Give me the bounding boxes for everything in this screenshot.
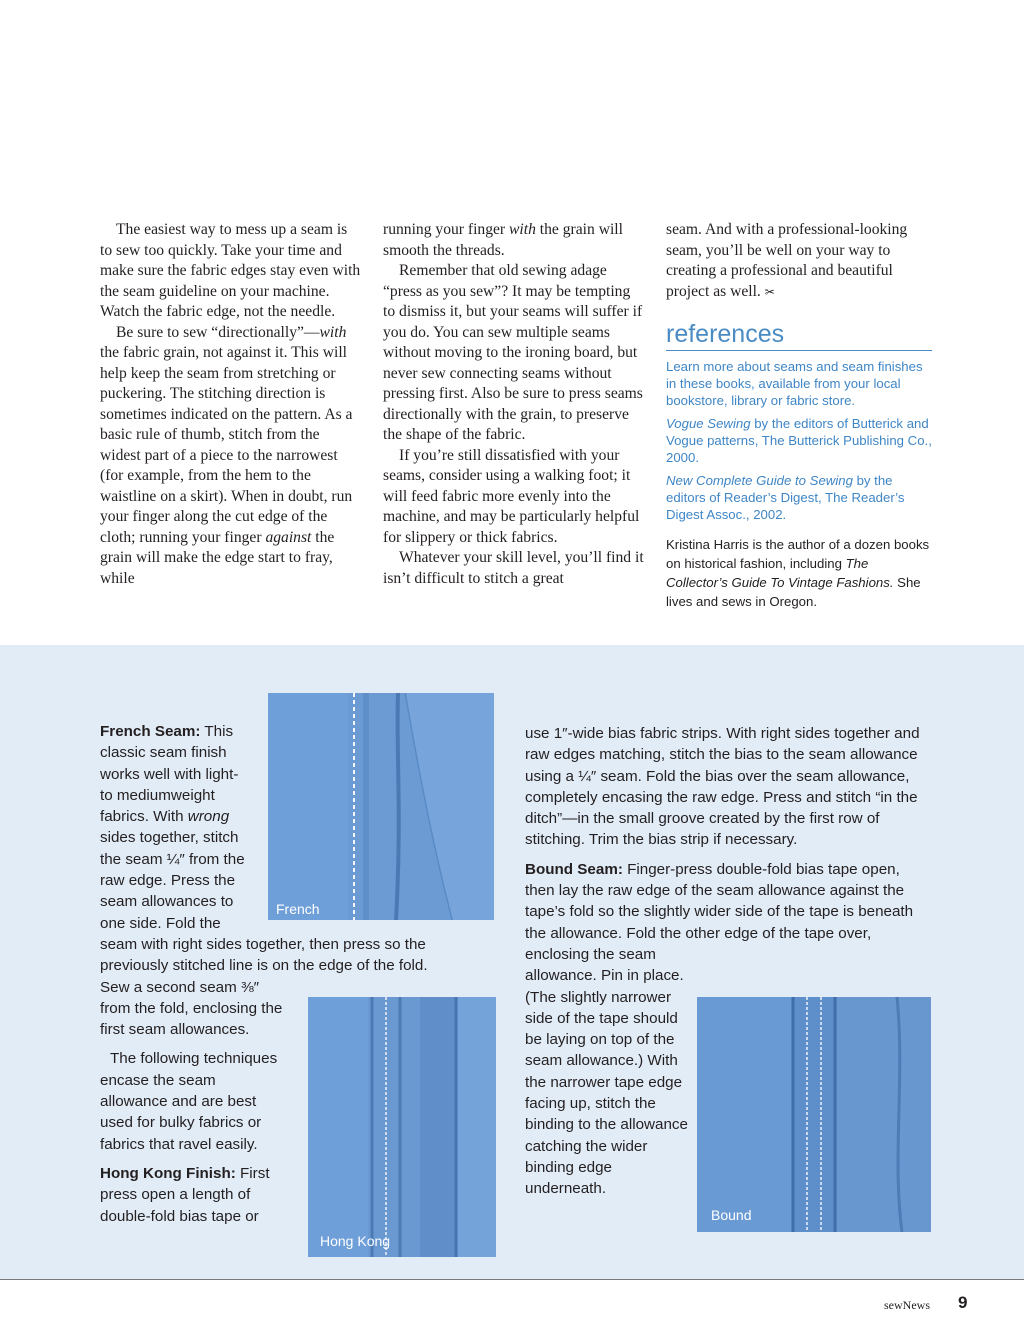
sidebar-text-left-lines <box>100 721 460 1247</box>
text-run: First press open a length of double-fold bias tape or <box>100 1164 270 1225</box>
text-run: Kristina Harris is the author of a dozen books on historical fashion, including <box>666 537 930 571</box>
photo-caption: Hong Kong <box>320 1233 391 1249</box>
article-paragraph: Remember that old sewing adage “press as you sew”? It may be tempting to dismiss it, but your seams will suffer if you do. You can sew multiple seams without moving to the ironing board, but never sew connecting seams without pressing first. Also be sure to press seams directionally with the grain, to preserve the shape of the fabric. <box>383 262 643 443</box>
emphasis: against <box>265 528 312 546</box>
book-title: New Complete Guide to Sewing <box>666 473 853 488</box>
emphasis: wrong <box>187 808 230 826</box>
article-column-1 <box>100 220 362 589</box>
hong-kong-continued: use 1″-wide bias fabric strips. With right sides together and raw edges matching, stitch the bias to the seam allowance using a ¼″ seam. Fold the bias over the seam allowance, completely encasing the raw edge. Press and stitch “in the ditch”—in the small groove created by the first row of stitching. Trim the bias strip if necessary. <box>525 725 920 849</box>
text-run: Finger-press double-fold bias tape open, then lay the raw edge of the seam allowance against the tape’s fold so the slightly wider side of the tape is beneath the allowance. Fold the other edge of the tape over, enclosing the <box>525 860 914 963</box>
photo-caption: French <box>276 901 320 917</box>
text-run: the fabric grain, not against it. This will help keep the seam from stretching or puckering. The stitching direction is sometimes indicated on the pattern. As a basic rule of thumb, stitch from the widest part of a piece to the narrowest (for example, from the hem to the waistline on a skirt). When in doubt, run your finger along the cut edge of the cloth; running your finger <box>100 344 353 546</box>
references-intro: Learn more about seams and seam finishes in these books, available from your local bookstore, library or fabric store. <box>666 359 923 408</box>
french-seam-heading: French Seam: <box>100 723 201 740</box>
magazine-brand: sewNews <box>884 1298 930 1312</box>
text-run: the grain will make the edge start to fray, while <box>100 528 335 587</box>
emphasis: with <box>509 221 536 238</box>
photo-spacer <box>248 721 460 923</box>
text-run: Sew a second seam ⅜″ from the fold, enclosing the first seam allowances. <box>100 978 283 1039</box>
article-column-3 <box>666 220 932 611</box>
page-number: 9 <box>958 1293 968 1312</box>
bound-seam-paragraph <box>525 859 925 1200</box>
article-paragraph: If you’re still dissatisfied with your seams, consider using a walking foot; it will feed fabric more evenly into the machine, and may be particularly helpful for slippery or thick fabrics. <box>383 446 640 546</box>
article-paragraph: The easiest way to mess up a seam is to sew too quickly. Take your time and make sure the fabric edges stay even with the seam guideline on your machine. Watch the fabric edge, not the needle. <box>100 221 361 320</box>
photo-spacer <box>286 977 460 1247</box>
article-paragraph <box>100 323 362 590</box>
reference-item <box>666 415 932 466</box>
text-run: by the editors of Butterick and Vogue patterns, The Butterick Publishing Co., 2000. <box>666 416 932 465</box>
photo-caption: Bound <box>711 1207 752 1223</box>
article-paragraph <box>383 220 645 261</box>
text-run: She lives and sews in Oregon. <box>666 575 921 609</box>
text-run: Be sure to sew “directionally”— <box>116 323 320 341</box>
text-run: seam. And with a professional-looking seam, you’ll be well on your way to creating a professional and beautiful project as well. <box>666 221 908 300</box>
book-title: Vogue Sewing <box>666 416 751 431</box>
text-run: The following techniques encase the seam allowance and are best used for bulky fabrics or fabrics that ravel easily. <box>100 1050 278 1153</box>
end-mark-icon: ✂ <box>764 284 775 299</box>
references-list <box>666 358 932 523</box>
book-title: The Collector’s Guide To Vintage Fashions. <box>666 556 894 590</box>
article-paragraph: Whatever your skill level, you’ll find it isn’t difficult to stitch a great <box>383 549 644 587</box>
text-run: by the editors of Reader’s Digest, The Reader’s Digest Assoc., 2002. <box>666 473 905 522</box>
emphasis: with <box>319 323 347 341</box>
bound-seam-heading: Bound Seam: <box>525 860 623 878</box>
references-heading: references <box>666 320 932 351</box>
article-paragraph <box>666 220 932 302</box>
text-run: running your finger <box>383 221 510 238</box>
text-run: seam allowance. Pin in place. (The slightly narrower side of the tape should be laying on top of the seam allowance.) With the narrower tape edge facing up, stitch the binding to the allowance catching the wider binding edge underneath. <box>525 945 688 1198</box>
hong-kong-heading: Hong Kong Finish: <box>100 1164 236 1182</box>
author-bio <box>666 535 932 611</box>
reference-item <box>666 472 932 523</box>
text-run: the grain will smooth the threads. <box>383 221 623 259</box>
sidebar-text-right <box>525 723 925 1200</box>
footer-rule <box>0 1279 1024 1280</box>
text-run: sides together, stitch the seam ¼″ from the raw edge. Press the seam allowances to one side. Fold the seam with right sides together, then press so the previously stitched line is on the edge of the fold. <box>100 829 428 975</box>
text-run: This classic seam finish works well with light- to mediumweight fabrics. With <box>100 723 239 826</box>
article-column-2 <box>383 220 645 589</box>
photo-spacer <box>693 944 925 1184</box>
